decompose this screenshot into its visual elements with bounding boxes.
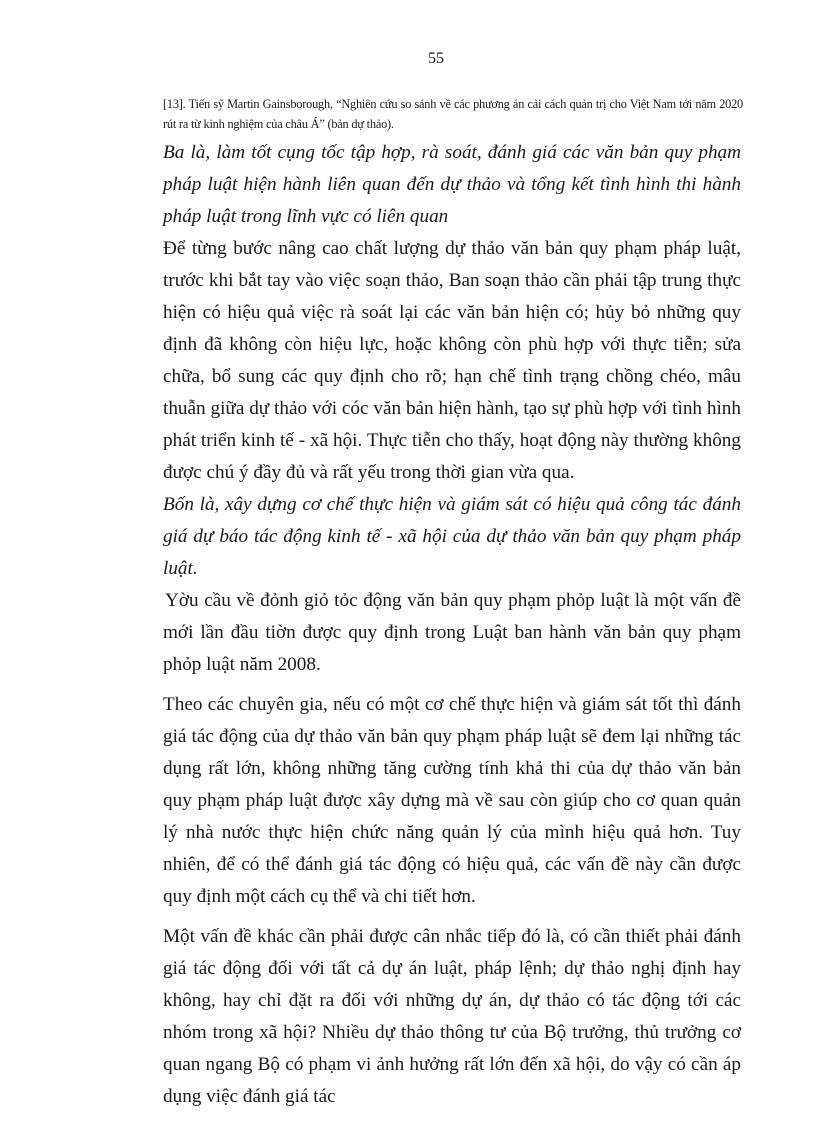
paragraph-review-documents: Để từng bước nâng cao chất lượng dự thảo văn bản quy phạm pháp luật, trước khi bắt tay vào việc soạn thảo, Ban soạn thảo cần phải tập trung thực hiện có hiệu quả việc rà soát lại các văn bản hiện có; hủy bỏ những quy định đã không còn hiệu lực, hoặc không còn phù hợp với thực tiễn; sửa chữa, bổ sung các quy định cho rõ; hạn chế tình trạng chồng chéo, mâu thuẫn giữa dự thảo với cóc văn bản hiện hành, tạo sự phù hợp với tình hình phát triển kinh tế - xã hội. Thực tiễn cho thấy, hoạt động này thường không được chú ý đầy đủ và rất yếu trong thời gian vừa qua. bbox=[163, 238, 741, 483]
paragraph-expert-opinion: Theo các chuyên gia, nếu có một cơ chế thực hiện và giám sát tốt thì đánh giá tác động của dự thảo văn bản quy phạm pháp luật sẽ đem lại những tác dụng rất lớn, không những tăng cường tính khả thi của dự thảo văn bản quy phạm pháp luật được xây dựng mà về sau còn giúp cho cơ quan quản lý nhà nước thực hiện chức năng quản lý của mình hiệu quả hơn. Tuy nhiên, để có thể đánh giá tác động có hiệu quả, các vấn đề này cần được quy định một cách cụ thể và chi tiết hơn. bbox=[163, 694, 741, 907]
page-number: 55 bbox=[428, 50, 444, 67]
paragraph-section-four-heading: Bốn là, xây dựng cơ chế thực hiện và giám sát có hiệu quả công tác đánh giá dự báo tác động kinh tế - xã hội của dự thảo văn bản quy phạm pháp luật. bbox=[163, 494, 741, 579]
footnote: [13]. Tiến sỹ Martin Gainsborough, “Nghiên cứu so sánh về các phương án cải cách quản trị cho Việt Nam tới năm 2020 rút ra từ kinh nghiệm của châu Á” (bản dự thảo). bbox=[163, 97, 743, 131]
document-body bbox=[163, 137, 741, 1113]
paragraph-impact-assessment-requirement: Yờu cầu về đỏnh giỏ tỏc động văn bản quy phạm phỏp luật là một vấn đề mới lần đầu tiờn được quy định trong Luật ban hành văn bản quy phạm phỏp luật năm 2008. bbox=[163, 590, 741, 675]
paragraph-scope-question: Một vấn đề khác cần phải được cân nhắc tiếp đó là, có cần thiết phải đánh giá tác động đối với tất cả dự án luật, pháp lệnh; dự thảo nghị định hay không, hay chỉ đặt ra đối với những dự án, dự thảo có tác động tới các nhóm trong xã hội? Nhiều dự thảo thông tư của Bộ trưởng, thủ trưởng cơ quan ngang Bộ có phạm vi ảnh hưởng rất lớn đến xã hội, do vậy có cần áp dụng việc đánh giá tác bbox=[163, 926, 741, 1107]
paragraph-section-three-heading: Ba là, làm tốt cụng tốc tập hợp, rà soát, đánh giá các văn bản quy phạm pháp luật hiện hành liên quan đến dự thảo và tổng kết tình hình thi hành pháp luật trong lĩnh vực có liên quan bbox=[163, 142, 741, 227]
